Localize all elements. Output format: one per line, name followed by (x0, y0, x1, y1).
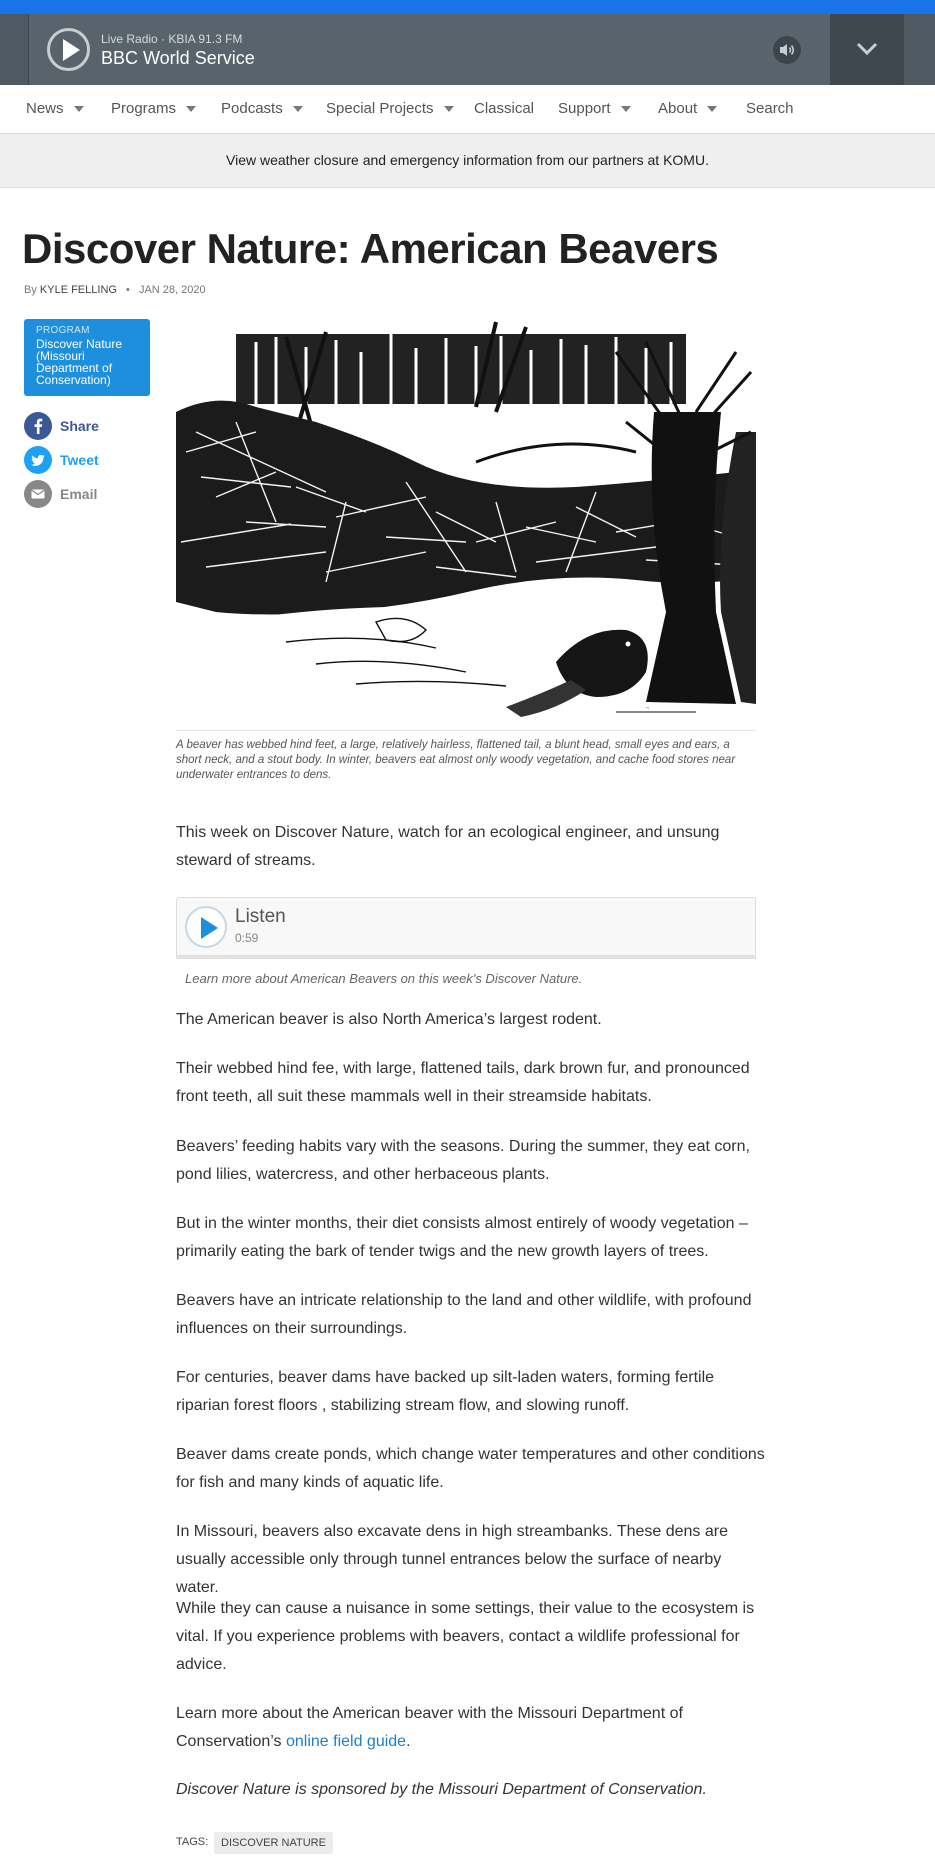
share-label: Share (60, 418, 99, 434)
caret-down-icon (444, 106, 454, 112)
paragraph: In Missouri, beavers also excavate dens in high streambanks. These dens are usually accessible only through tunnel entrances below the surface of nearby water. (176, 1523, 728, 1596)
byline-prefix: By (24, 284, 37, 296)
article-image[interactable] (176, 312, 756, 732)
nav-item-programs[interactable]: Programs (111, 100, 196, 117)
svg-text:~: ~ (646, 706, 650, 712)
audio-player (176, 897, 756, 957)
audio-title: Listen (235, 906, 286, 927)
caret-down-icon (186, 106, 196, 112)
paragraph: While they can cause a nuisance in some settings, their value to the ecosystem is vital. If you experience problems with beavers, contact a wildlife professional for advice. (176, 1600, 755, 1673)
program-name[interactable]: Discover Nature (Missouri Department of Conservation) (36, 337, 123, 387)
sponsor-note: Discover Nature is sponsored by the Missouri Department of Conservation. (176, 1781, 707, 1798)
alert-text[interactable]: View weather closure and emergency information from our partners at KOMU. (226, 152, 709, 168)
learn-more-paragraph (176, 1700, 766, 1756)
caret-down-icon (621, 106, 631, 112)
email-icon (24, 480, 52, 508)
share-twitter-button[interactable] (24, 446, 154, 474)
main-nav (0, 85, 935, 132)
article-intro: This week on Discover Nature, watch for an ecological engineer, and unsung steward of streams. (176, 824, 720, 869)
nav-item-classical[interactable]: Classical (474, 100, 535, 117)
caret-down-icon (74, 106, 84, 112)
image-caption: A beaver has webbed hind feet, a large, relatively hairless, flattened tail, a blunt head, small eyes and ears, a short neck, and a stout body. In winter, beavers eat almost only woody vegetation, and cache food stores near underwater entrances to dens. (176, 739, 736, 781)
learn-more-end: . (406, 1733, 411, 1750)
caret-down-icon (293, 106, 303, 112)
tweet-label: Tweet (60, 452, 99, 468)
share-email-button[interactable] (24, 480, 154, 508)
nav-item-support[interactable]: Support (558, 100, 631, 117)
emergency-alert-banner[interactable] (0, 133, 935, 188)
live-radio-label: Live Radio · KBIA 91.3 FM (101, 32, 243, 46)
station-name: BBC World Service (101, 48, 255, 68)
chevron-down-icon (856, 42, 878, 56)
caret-down-icon (707, 106, 717, 112)
nav-item-news[interactable]: News (26, 100, 84, 117)
tag-discover-nature[interactable]: DISCOVER NATURE (214, 1832, 333, 1854)
audio-play-icon[interactable] (185, 906, 227, 948)
player-inner (28, 14, 904, 85)
radio-player-bar (0, 14, 935, 85)
paragraph: Beavers have an intricate relationship to the land and other wildlife, with profound influences on their surroundings. (176, 1292, 752, 1337)
audio-progress-track[interactable] (176, 955, 756, 959)
nav-item-search[interactable]: Search (746, 100, 794, 117)
audio-caption: Learn more about American Beavers on this week's Discover Nature. (185, 971, 583, 986)
top-accent-stripe (0, 0, 935, 14)
learn-more-text: Learn more about the American beaver with the Missouri Department of Conservation’s (176, 1705, 683, 1750)
byline (24, 284, 206, 296)
publish-date: JAN 28, 2020 (138, 284, 206, 296)
nav-item-podcasts[interactable]: Podcasts (221, 100, 303, 117)
paragraph: Their webbed hind fee, with large, flattened tails, dark brown fur, and pronounced front teeth, all suit these mammals well in their streamside habitats. (176, 1060, 750, 1105)
field-guide-link[interactable]: online field guide (285, 1733, 407, 1750)
paragraph: But in the winter months, their diet consists almost entirely of woody vegetation – primarily eating the bark of tender twigs and the new growth layers of trees. (176, 1215, 748, 1260)
beaver-pond-illustration (176, 312, 756, 724)
paragraph: Beaver dams create ponds, which change water temperatures and other conditions for fish and many kinds of aquatic life. (176, 1446, 765, 1491)
paragraph: The American beaver is also North America’s largest rodent. (176, 1011, 602, 1028)
program-card[interactable] (24, 319, 150, 396)
caption-divider (176, 730, 756, 731)
nav-item-special-projects[interactable]: Special Projects (326, 100, 454, 117)
facebook-icon (24, 412, 52, 440)
paragraph: For centuries, beaver dams have backed up silt-laden waters, forming fertile riparian forest floors , stabilizing stream flow, and slowing runoff. (176, 1369, 715, 1414)
expand-player-button[interactable] (830, 14, 903, 85)
email-label: Email (60, 486, 98, 502)
twitter-icon (24, 446, 52, 474)
program-kicker: PROGRAM (36, 325, 90, 336)
play-icon[interactable] (47, 28, 90, 71)
audio-duration: 0:59 (235, 931, 259, 945)
byline-separator: • (126, 284, 130, 296)
tags-label: TAGS: (176, 1836, 209, 1848)
author-link[interactable]: KYLE FELLING (39, 284, 117, 296)
volume-icon[interactable] (773, 36, 801, 64)
nav-item-about[interactable]: About (658, 100, 717, 117)
share-facebook-button[interactable] (24, 412, 154, 440)
paragraph: Beavers’ feeding habits vary with the seasons. During the summer, they eat corn, pond lilies, watercress, and other herbaceous plants. (176, 1138, 750, 1183)
article-title: Discover Nature: American Beavers (22, 225, 719, 272)
